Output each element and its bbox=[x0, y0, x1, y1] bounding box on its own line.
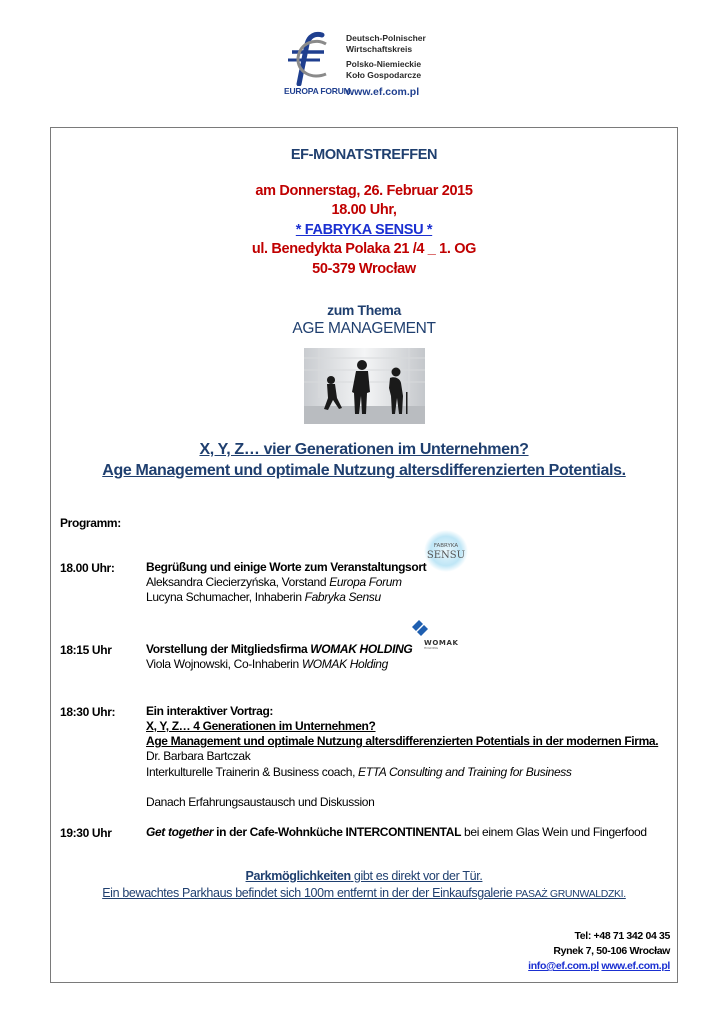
item3-speaker: Dr. Barbara Bartczak bbox=[146, 749, 251, 763]
parking-line-1 bbox=[50, 869, 678, 883]
event-city: 50-379 Wrocław bbox=[312, 261, 416, 277]
item3-title: Ein interaktiver Vortrag: bbox=[146, 704, 274, 718]
program-heading: Programm: bbox=[60, 516, 121, 530]
item2-time: 18:15 Uhr bbox=[60, 643, 112, 657]
item1-line1 bbox=[146, 575, 402, 590]
item2-org1: WOMAK Holding bbox=[301, 657, 388, 671]
theme-lead: zum Thema bbox=[327, 302, 401, 318]
event-time: 18.00 Uhr, bbox=[331, 202, 397, 218]
contact-links bbox=[528, 959, 670, 974]
contact-block bbox=[528, 929, 670, 974]
fabryka-sensu-logo bbox=[423, 529, 469, 573]
sensu-text-2: SENSU bbox=[426, 550, 466, 561]
venue-link[interactable]: * FABRYKA SENSU * bbox=[295, 222, 433, 238]
contact-phone: Tel: +48 71 342 04 35 bbox=[574, 930, 670, 942]
item2-line1 bbox=[146, 657, 388, 672]
generations-silhouette-photo bbox=[304, 348, 425, 424]
item1-person1: Aleksandra Ciecierzyńska, Vorstand bbox=[146, 575, 330, 589]
logo-brand-text: EUROPA FORUM bbox=[284, 86, 351, 96]
item3-topic1: X, Y, Z… 4 Generationen im Unternehmen? bbox=[146, 719, 376, 733]
womak-logo bbox=[410, 619, 466, 649]
womak-sub: HOLDING bbox=[424, 646, 439, 649]
item1-line2 bbox=[146, 590, 381, 605]
email-link[interactable]: info@ef.com.pl bbox=[528, 960, 599, 972]
event-date: am Donnerstag, 26. Februar 2015 bbox=[255, 183, 473, 199]
fabryka-sensu-badge-icon bbox=[423, 529, 469, 573]
logo-line-2: Wirtschaftskreis bbox=[346, 43, 413, 54]
item1-title: Begrüßung und einige Worte zum Veranstaltungsort bbox=[146, 560, 427, 574]
logo-url: www.ef.com.pl bbox=[346, 86, 420, 98]
item3-role-text: Interkulturelle Trainerin & Business coach, bbox=[146, 765, 359, 779]
parking-bold: Parkmöglichkeiten bbox=[245, 869, 351, 883]
item4-line bbox=[146, 825, 647, 840]
item1-org2: Fabryka Sensu bbox=[304, 590, 381, 604]
logo-line-1: Deutsch-Polnischer bbox=[346, 33, 426, 43]
contact-address: Rynek 7, 50-106 Wrocław bbox=[553, 945, 670, 957]
theme-title: AGE MANAGEMENT bbox=[292, 320, 436, 337]
subtitle-2: Age Management und optimale Nutzung altersdifferenzierten Potentials. bbox=[102, 462, 626, 479]
parking-line-2-text: Ein bewachtes Parkhaus befindet sich 100m entfernt in der der Einkaufsgalerie bbox=[102, 886, 516, 900]
item3-after: Danach Erfahrungsaustausch und Diskussion bbox=[146, 795, 375, 809]
ef-logo-icon bbox=[282, 30, 344, 86]
event-venue-wrap bbox=[50, 222, 678, 238]
item3-role bbox=[146, 765, 572, 780]
item4-get-together: Get together bbox=[146, 825, 214, 839]
event-address: ul. Benedykta Polaka 21 /4 _ 1. OG bbox=[251, 241, 477, 257]
item4-middle: in der Cafe-Wohnküche INTERCONTINENTAL bbox=[213, 825, 462, 839]
parking-rest: gibt es direkt vor der Tür. bbox=[350, 869, 483, 883]
item4-rest: bei einem Glas Wein und Fingerfood bbox=[461, 825, 647, 839]
logo-line-4: Koło Gospodarcze bbox=[346, 69, 422, 80]
europa-forum-logo bbox=[282, 30, 442, 100]
website-link[interactable]: www.ef.com.pl bbox=[601, 960, 670, 972]
subtitle-1: X, Y, Z… vier Generationen im Unternehmen? bbox=[199, 441, 529, 458]
parking-line-2-caps: PASAŻ GRUNWALDZKI. bbox=[515, 888, 626, 900]
logo-line-3: Polsko-Niemieckie bbox=[346, 59, 422, 69]
item2-person1: Viola Wojnowski, Co-Inhaberin bbox=[146, 657, 302, 671]
item3-topic2: Age Management und optimale Nutzung altersdifferenzierten Potentials in der modernen Firma. bbox=[146, 734, 659, 748]
item2-title-text: Vorstellung der Mitgliedsfirma bbox=[146, 642, 311, 656]
parking-line-2 bbox=[50, 886, 678, 900]
sensu-text-1: FABRYKA bbox=[433, 543, 459, 549]
item3-time: 18:30 Uhr: bbox=[60, 705, 116, 719]
item2-title bbox=[146, 642, 412, 657]
event-title: EF-MONATSTREFFEN bbox=[290, 147, 438, 163]
item2-title-org: WOMAK HOLDING bbox=[310, 642, 413, 656]
item3-role-org: ETTA Consulting and Training for Business bbox=[358, 765, 572, 779]
item1-person2: Lucyna Schumacher, Inhaberin bbox=[146, 590, 305, 604]
item1-time: 18.00 Uhr: bbox=[60, 561, 115, 575]
item1-org1: Europa Forum bbox=[329, 575, 402, 589]
item4-time: 19:30 Uhr bbox=[60, 826, 112, 840]
womak-word: WOMAK bbox=[424, 639, 459, 647]
logo-organization-names bbox=[346, 33, 426, 80]
womak-diamond-icon bbox=[410, 619, 466, 649]
